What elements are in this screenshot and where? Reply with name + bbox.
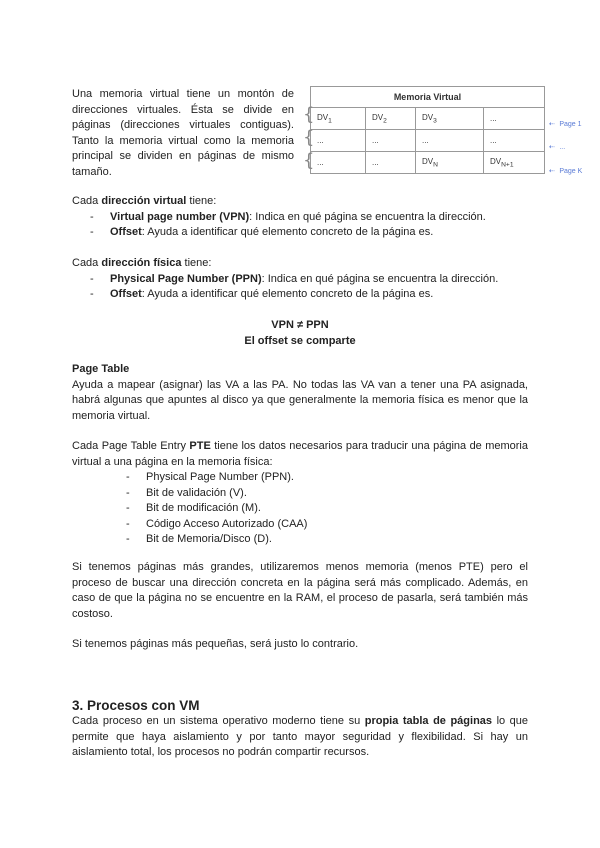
table-row: [311, 130, 545, 152]
table-cell: ...: [366, 130, 416, 152]
page-label-ellipsis: ⇠ ...: [549, 144, 566, 151]
left-brace-icon: {: [303, 127, 315, 148]
table-cell: ...: [484, 130, 545, 152]
section-3-paragraph: Cada proceso en un sistema operativo moderno tiene su propia tabla de páginas lo que permite que haya aislamiento y por tanto mayor seguridad y flexibilidad. Si hay un aislamiento total, los procesos no podrán compartir recursos.: [72, 715, 529, 758]
table-title: Memoria Virtual: [311, 87, 545, 108]
page-label-k: ⇠ Page K: [549, 168, 583, 175]
left-brace-icon: {: [303, 150, 315, 171]
table-cell: $DV_N$: [416, 152, 484, 174]
physical-address-list: [90, 272, 532, 303]
page-table-heading: Page Table: [72, 363, 130, 375]
section-heading: 3. Procesos con VM: [72, 698, 200, 713]
list-item: - Código Acceso Autorizado (CAA): [126, 517, 528, 533]
formula-line: El offset se comparte: [244, 334, 356, 347]
arrow-icon: ⇠: [549, 144, 555, 151]
small-pages-paragraph: Si tenemos páginas más pequeñas, será justo lo contrario.: [72, 638, 359, 650]
pte-section: [72, 439, 528, 548]
big-pages-paragraph: Si tenemos páginas más grandes, utilizaremos menos memoria (menos PTE) pero el proceso de buscar una dirección concreta en la página será más complicado. Además, en caso de que la página no se encuentre en la RAM, el proceso de pasarla, será también más costoso.: [72, 561, 528, 620]
list-item: - Physical Page Number (PPN): Indica en qué página se encuentra la dirección.: [90, 272, 532, 288]
virtual-address-section: [72, 194, 532, 241]
list-item: - Bit de validación (V).: [126, 486, 528, 502]
virtual-address-list: [90, 210, 532, 241]
list-item: - Offset: Ayuda a identificar qué elemento concreto de la página es.: [90, 225, 532, 241]
left-brace-icon: {: [303, 104, 315, 125]
table-cell: $DV_2$: [366, 108, 416, 130]
page-label-1: ⇠ Page 1: [549, 121, 582, 128]
arrow-icon: ⇠: [549, 121, 555, 128]
list-item: - Bit de Memoria/Disco (D).: [126, 532, 528, 548]
list-item: - Physical Page Number (PPN).: [126, 470, 528, 486]
table-cell: ...: [366, 152, 416, 174]
table-cell: $DV_3$: [416, 108, 484, 130]
table-cell: $DV_1$: [311, 108, 366, 130]
pte-list: [126, 470, 528, 548]
intro-paragraph: Una memoria virtual tiene un montón de direcciones virtuales. Ésta se divide en páginas (direcciones virtuales contiguas). Tanto la memoria virtual como la memoria principal se dividen en páginas de mismo tamaño.: [72, 88, 294, 178]
virtual-memory-table: [310, 86, 545, 174]
physical-address-lead: Cada dirección física tiene:: [72, 257, 212, 269]
table-cell: ...: [416, 130, 484, 152]
list-item: - Offset: Ayuda a identificar qué elemento concreto de la página es.: [90, 287, 532, 303]
list-item: - Bit de modificación (M).: [126, 501, 528, 517]
table-cell: ...: [311, 152, 366, 174]
list-item: - Virtual page number (VPN): Indica en qué página se encuentra la dirección.: [90, 210, 532, 226]
arrow-icon: ⇠: [549, 168, 555, 175]
section-3: [72, 698, 528, 761]
page-table-paragraph: Ayuda a mapear (asignar) las VA a las PA. No todas las VA van a tener una PA asignada, habrá algunas que apuntes al disco ya que generalmente la memoria física es menor que la memoria virtual.: [72, 378, 528, 422]
table-cell: ...: [311, 130, 366, 152]
table-row: [311, 108, 545, 130]
virtual-memory-diagram: [310, 86, 545, 174]
physical-address-section: [72, 256, 532, 303]
table-cell: ...: [484, 108, 545, 130]
formula-line: VPN ≠ PPN: [271, 319, 329, 331]
virtual-address-lead: Cada dirección virtual tiene:: [72, 195, 217, 207]
page-table-section: [72, 362, 528, 424]
table-row: [311, 152, 545, 174]
pte-paragraph: Cada Page Table Entry PTE tiene los datos necesarios para traducir una página de memoria virtual a una página en la memoria física:: [72, 440, 528, 468]
table-cell: $DV_{N+1}$: [484, 152, 545, 174]
formula-block: [72, 318, 528, 349]
